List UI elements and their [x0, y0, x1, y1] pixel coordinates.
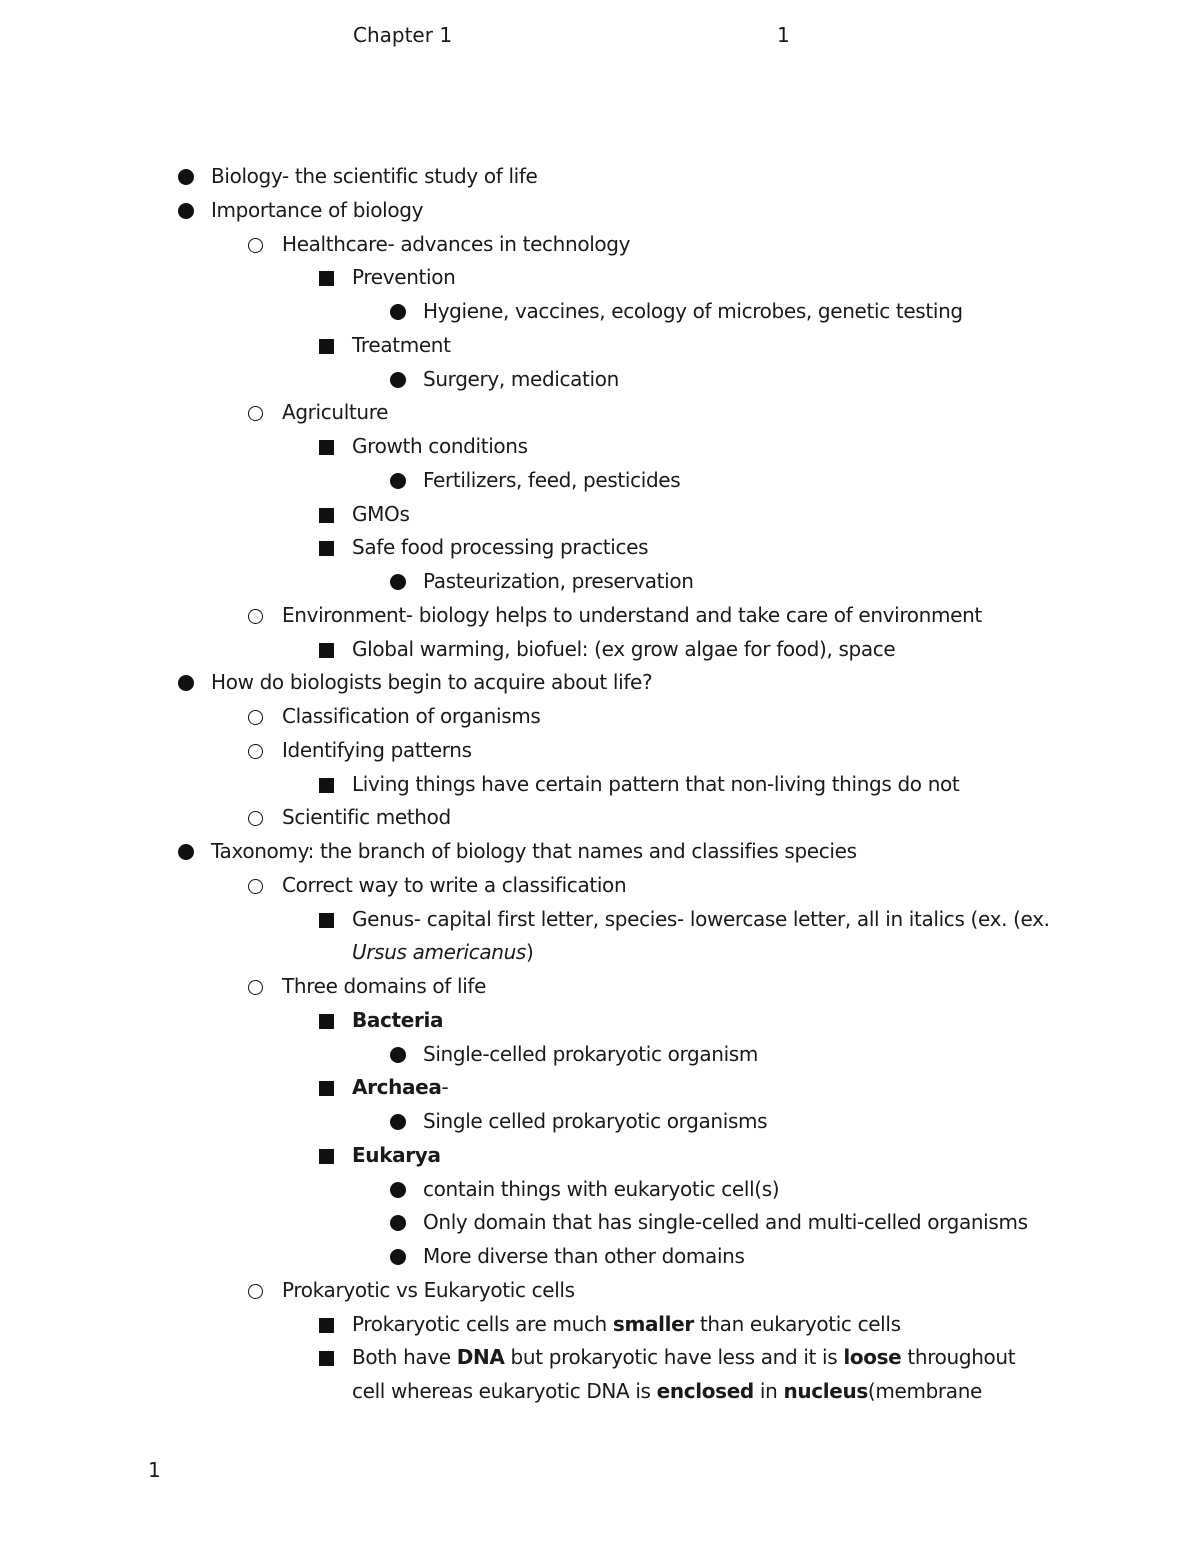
- species-example: Ursus americanus: [352, 940, 526, 965]
- square-bullet-icon: [319, 339, 334, 354]
- list-item: contain things with eukaryotic cell(s): [0, 1173, 1200, 1207]
- hollow-bullet-icon: [248, 980, 263, 995]
- square-bullet-icon: [319, 508, 334, 523]
- filled-bullet-icon: [178, 169, 194, 185]
- list-item: Both have DNA but prokaryotic have less and it is loose throughout cell whereas eukaryotic DNA is enclosed in nucleus(membrane: [0, 1341, 1200, 1409]
- filled-bullet-icon: [390, 1215, 406, 1231]
- square-bullet-icon: [319, 1149, 334, 1164]
- square-bullet-icon: [319, 778, 334, 793]
- list-item: Environment- biology helps to understand and take care of environment: [0, 599, 1200, 633]
- filled-bullet-icon: [390, 1182, 406, 1198]
- square-bullet-icon: [319, 1081, 334, 1096]
- list-item: Taxonomy: the branch of biology that names and classifies species: [0, 835, 1200, 869]
- list-item: Hygiene, vaccines, ecology of microbes, genetic testing: [0, 295, 1200, 329]
- list-item: Safe food processing practices: [0, 531, 1200, 565]
- list-item: Importance of biology: [0, 194, 1200, 228]
- hollow-bullet-icon: [248, 744, 263, 759]
- list-item: Scientific method: [0, 801, 1200, 835]
- list-item: Single celled prokaryotic organisms: [0, 1105, 1200, 1139]
- header-chapter: Chapter 1: [353, 23, 453, 47]
- hollow-bullet-icon: [248, 879, 263, 894]
- hollow-bullet-icon: [248, 238, 263, 253]
- list-item: Three domains of life: [0, 970, 1200, 1004]
- list-item: Global warming, biofuel: (ex grow algae for food), space: [0, 633, 1200, 667]
- filled-bullet-icon: [390, 1047, 406, 1063]
- list-item: Prokaryotic cells are much smaller than eukaryotic cells: [0, 1308, 1200, 1342]
- list-item: Agriculture: [0, 396, 1200, 430]
- hollow-bullet-icon: [248, 1284, 263, 1299]
- square-bullet-icon: [319, 541, 334, 556]
- list-item: Archaea-: [0, 1071, 1200, 1105]
- term-archaea: Archaea: [352, 1075, 442, 1100]
- list-item: Biology- the scientific study of life: [0, 160, 1200, 194]
- list-item: Identifying patterns: [0, 734, 1200, 768]
- list-item: Only domain that has single-celled and multi-celled organisms: [0, 1206, 1200, 1240]
- list-item: Prevention: [0, 261, 1200, 295]
- list-item: Correct way to write a classification: [0, 869, 1200, 903]
- hollow-bullet-icon: [248, 406, 263, 421]
- square-bullet-icon: [319, 643, 334, 658]
- list-item: GMOs: [0, 498, 1200, 532]
- list-item: More diverse than other domains: [0, 1240, 1200, 1274]
- filled-bullet-icon: [390, 304, 406, 320]
- filled-bullet-icon: [390, 473, 406, 489]
- term-bacteria: Bacteria: [352, 1007, 444, 1032]
- list-item: Classification of organisms: [0, 700, 1200, 734]
- term-eukarya: Eukarya: [352, 1142, 441, 1167]
- genus-rule-text: Genus- capital first letter, species- lowercase letter, all in italics (ex. (ex. Ursus americanus): [352, 906, 1050, 965]
- list-item: Treatment: [0, 329, 1200, 363]
- filled-bullet-icon: [178, 203, 194, 219]
- list-item: [0, 1139, 1200, 1173]
- list-item: Prokaryotic vs Eukaryotic cells: [0, 1274, 1200, 1308]
- list-item: Healthcare- advances in technology: [0, 228, 1200, 262]
- filled-bullet-icon: [390, 372, 406, 388]
- list-item: [0, 903, 1200, 971]
- square-bullet-icon: [319, 913, 334, 928]
- list-item: [0, 1004, 1200, 1038]
- notes-outline: [0, 160, 1200, 1409]
- filled-bullet-icon: [390, 1249, 406, 1265]
- header-page-number: 1: [777, 23, 790, 47]
- list-item: Single-celled prokaryotic organism: [0, 1038, 1200, 1072]
- square-bullet-icon: [319, 1014, 334, 1029]
- hollow-bullet-icon: [248, 710, 263, 725]
- list-item: Surgery, medication: [0, 363, 1200, 397]
- square-bullet-icon: [319, 440, 334, 455]
- list-item: Living things have certain pattern that non-living things do not: [0, 768, 1200, 802]
- filled-bullet-icon: [390, 574, 406, 590]
- footer-page-number: 1: [148, 1458, 161, 1482]
- list-item: How do biologists begin to acquire about life?: [0, 666, 1200, 700]
- list-item: Fertilizers, feed, pesticides: [0, 464, 1200, 498]
- list-item: Pasteurization, preservation: [0, 565, 1200, 599]
- filled-bullet-icon: [178, 675, 194, 691]
- hollow-bullet-icon: [248, 609, 263, 624]
- square-bullet-icon: [319, 271, 334, 286]
- square-bullet-icon: [319, 1351, 334, 1366]
- filled-bullet-icon: [390, 1114, 406, 1130]
- filled-bullet-icon: [178, 844, 194, 860]
- square-bullet-icon: [319, 1318, 334, 1333]
- hollow-bullet-icon: [248, 811, 263, 826]
- list-item: Growth conditions: [0, 430, 1200, 464]
